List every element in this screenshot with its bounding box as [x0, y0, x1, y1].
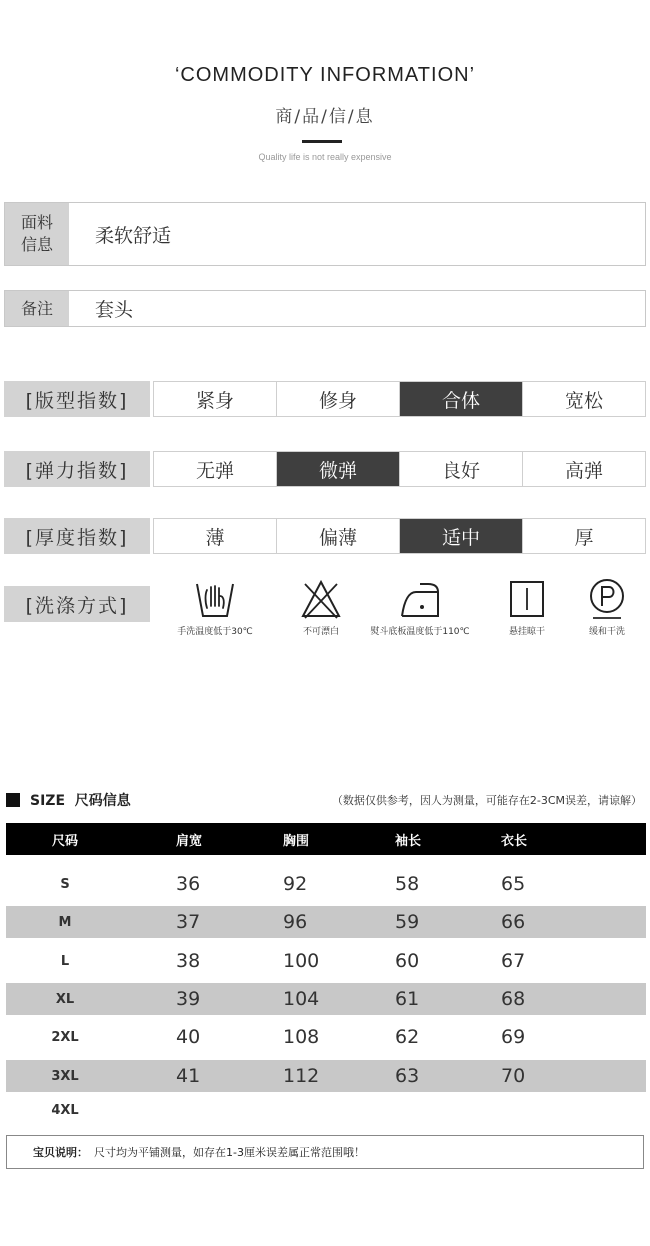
wash-label: [洗涤方式] — [4, 586, 150, 622]
wash-item-iron — [365, 578, 475, 637]
chest-cell: 100 — [283, 950, 320, 972]
size-cell: M — [58, 914, 72, 930]
size-cell: 4XL — [51, 1102, 79, 1118]
table-row — [6, 1021, 646, 1053]
gentle-dry-clean-icon — [585, 578, 629, 620]
subtitle: Quality life is not really expensive — [258, 152, 392, 162]
length-cell: 66 — [501, 911, 526, 933]
table-row — [6, 1060, 646, 1092]
wash-caption: 不可漂白 — [302, 627, 339, 637]
fabric-info-row — [4, 202, 646, 266]
fit-index-row — [4, 381, 646, 417]
iron-icon — [398, 578, 442, 620]
size-cell: 2XL — [51, 1029, 79, 1045]
sleeve-cell: 63 — [395, 1065, 420, 1087]
col-header: 衣长 — [501, 833, 528, 849]
thickness-option: 厚 — [522, 519, 645, 553]
wash-caption: 手洗温度低于30℃ — [177, 627, 253, 637]
table-row — [6, 1094, 646, 1126]
elastic-option: 无弹 — [195, 459, 234, 482]
fabric-label — [5, 203, 69, 265]
sleeve-cell: 60 — [395, 950, 420, 972]
wash-caption: 悬挂晾干 — [508, 627, 545, 637]
sleeve-cell: 59 — [395, 911, 420, 933]
fabric-label-line2: 信息 — [20, 235, 53, 254]
title-cn: 商/品/信/息 — [275, 107, 375, 127]
chest-cell: 96 — [283, 911, 308, 933]
fit-index-options — [153, 381, 646, 417]
thickness-option: 偏薄 — [276, 519, 399, 553]
product-note-text: 尺寸均为平铺测量，如存在1-3厘米误差属正常范围哦！ — [94, 1146, 365, 1159]
wash-item-no-bleach — [266, 578, 376, 637]
shoulder-cell: 37 — [176, 911, 201, 933]
shoulder-cell: 39 — [176, 988, 201, 1010]
thickness-index-label: [厚度指数] — [4, 518, 150, 554]
length-cell: 69 — [501, 1026, 526, 1048]
elastic-option: 高弹 — [522, 452, 645, 486]
col-header: 肩宽 — [176, 833, 203, 849]
size-cell: 3XL — [51, 1068, 79, 1084]
fit-option-selected: 合体 — [399, 382, 522, 416]
sleeve-cell: 62 — [395, 1026, 420, 1048]
wash-caption: 缓和干洗 — [588, 627, 625, 637]
chest-cell: 92 — [283, 873, 308, 895]
hand-wash-icon — [193, 578, 237, 620]
length-cell: 68 — [501, 988, 526, 1010]
fit-option: 紧身 — [195, 389, 234, 412]
fit-option: 修身 — [276, 382, 399, 416]
shoulder-cell: 41 — [176, 1065, 201, 1087]
shoulder-cell: 40 — [176, 1026, 201, 1048]
wash-caption: 熨斗底板温度低于110℃ — [370, 627, 470, 637]
table-row — [6, 945, 646, 977]
wash-item-hand-wash — [160, 578, 270, 637]
product-note-label: 宝贝说明： — [33, 1146, 88, 1159]
elastic-option: 良好 — [399, 452, 522, 486]
remark-value: 套头 — [95, 299, 134, 321]
title-divider — [302, 140, 342, 143]
chest-cell: 108 — [283, 1026, 320, 1048]
size-cell: S — [60, 876, 70, 892]
col-header: 袖长 — [395, 833, 422, 849]
length-cell: 67 — [501, 950, 526, 972]
wash-item-gentle-dry-clean — [552, 578, 650, 637]
table-row — [6, 983, 646, 1015]
table-row — [6, 868, 646, 900]
size-note: （数据仅供参考，因人为测量，可能存在2-3CM误差，请谅解） — [331, 794, 642, 807]
elastic-index-row — [4, 451, 646, 487]
remark-label: 备注 — [5, 291, 69, 326]
shoulder-cell: 38 — [176, 950, 201, 972]
elastic-index-label: [弹力指数] — [4, 451, 150, 487]
length-cell: 65 — [501, 873, 526, 895]
thickness-option: 薄 — [205, 526, 225, 549]
shoulder-cell: 36 — [176, 873, 201, 895]
chest-cell: 112 — [283, 1065, 320, 1087]
size-table-header — [6, 823, 646, 855]
sleeve-cell: 61 — [395, 988, 420, 1010]
fit-option: 宽松 — [522, 382, 645, 416]
length-cell: 70 — [501, 1065, 526, 1087]
size-title-square — [6, 793, 20, 807]
size-cell: L — [60, 953, 70, 969]
col-header: 胸围 — [283, 833, 310, 849]
fabric-value: 柔软舒适 — [95, 224, 172, 247]
size-cell: XL — [55, 991, 75, 1007]
chest-cell: 104 — [283, 988, 320, 1010]
elastic-index-options — [153, 451, 646, 487]
remark-row — [4, 290, 646, 327]
col-header: 尺码 — [51, 833, 78, 849]
table-row — [6, 906, 646, 938]
thickness-option-selected: 适中 — [399, 519, 522, 553]
fit-index-label: [版型指数] — [4, 381, 150, 417]
no-bleach-icon — [299, 578, 343, 620]
size-title-text: SIZE 尺码信息 — [30, 793, 131, 809]
size-title — [6, 790, 131, 810]
product-note — [6, 1135, 644, 1169]
sleeve-cell: 58 — [395, 873, 420, 895]
fabric-label-line1: 面料 — [20, 213, 53, 232]
hang-dry-icon — [505, 578, 549, 620]
elastic-option-selected: 微弹 — [276, 452, 399, 486]
thickness-index-row — [4, 518, 646, 554]
thickness-index-options — [153, 518, 646, 554]
title-en: ‘COMMODITY INFORMATION’ — [174, 64, 476, 86]
